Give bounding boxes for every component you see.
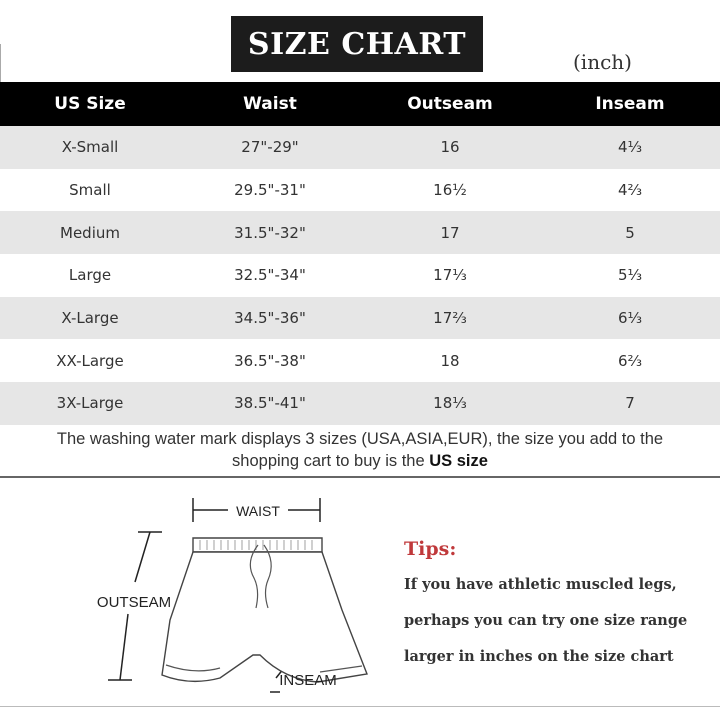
cell-us-size: Medium [0,211,180,254]
cell-waist: 29.5"-31" [180,169,360,212]
washing-mark-note [0,428,720,472]
section-divider [0,476,720,478]
inseam-label: INSEAM [279,672,337,689]
cell-outseam: 18⅓ [360,382,540,425]
table-row [0,169,720,212]
cell-waist: 31.5"-32" [180,211,360,254]
header-us-size: US Size [0,82,180,126]
cell-inseam: 4⅔ [540,169,720,212]
cell-inseam: 5⅓ [540,254,720,297]
note-line-1: The washing water mark displays 3 sizes (USA,ASIA,EUR), the size you add to the [56,430,664,448]
note-line-2 [0,450,720,472]
cell-inseam: 6⅓ [540,297,720,340]
cell-us-size: X-Large [0,297,180,340]
cell-us-size: X-Small [0,126,180,169]
size-table [0,82,720,425]
cell-outseam: 18 [360,339,540,382]
cell-outseam: 17⅓ [360,254,540,297]
chart-title: SIZE CHART [231,16,483,72]
unit-label: (inch) [573,50,632,74]
table-row [0,254,720,297]
header-outseam: Outseam [360,82,540,126]
waist-label: WAIST [236,503,280,519]
bottom-edge-line [0,706,720,707]
tips-title: Tips: [404,538,457,560]
cell-outseam: 16½ [360,169,540,212]
cell-waist: 34.5"-36" [180,297,360,340]
table-header-row [0,82,720,126]
cell-inseam: 4⅓ [540,126,720,169]
header-waist: Waist [180,82,360,126]
cell-us-size: 3X-Large [0,382,180,425]
cell-waist: 27"-29" [180,126,360,169]
cell-waist: 36.5"-38" [180,339,360,382]
cell-waist: 32.5"-34" [180,254,360,297]
table-row [0,297,720,340]
note-us-size-emphasis: US size [429,452,488,470]
cell-inseam: 5 [540,211,720,254]
cell-inseam: 7 [540,382,720,425]
outseam-label: OUTSEAM [96,594,172,611]
left-edge-line [0,44,1,82]
table-row [0,211,720,254]
tips-line-2: perhaps you can try one size range [404,612,688,629]
shorts-measurement-diagram [70,490,380,705]
cell-us-size: Small [0,169,180,212]
cell-outseam: 17⅔ [360,297,540,340]
cell-outseam: 17 [360,211,540,254]
cell-inseam: 6⅔ [540,339,720,382]
table-row [0,339,720,382]
cell-us-size: XX-Large [0,339,180,382]
table-row [0,382,720,425]
tips-line-3: larger in inches on the size chart [404,648,674,665]
tips-line-1: If you have athletic muscled legs, [404,576,677,593]
table-row [0,126,720,169]
header-inseam: Inseam [540,82,720,126]
cell-waist: 38.5"-41" [180,382,360,425]
cell-us-size: Large [0,254,180,297]
cell-outseam: 16 [360,126,540,169]
note-line-2-text: shopping cart to buy is the [232,452,430,470]
